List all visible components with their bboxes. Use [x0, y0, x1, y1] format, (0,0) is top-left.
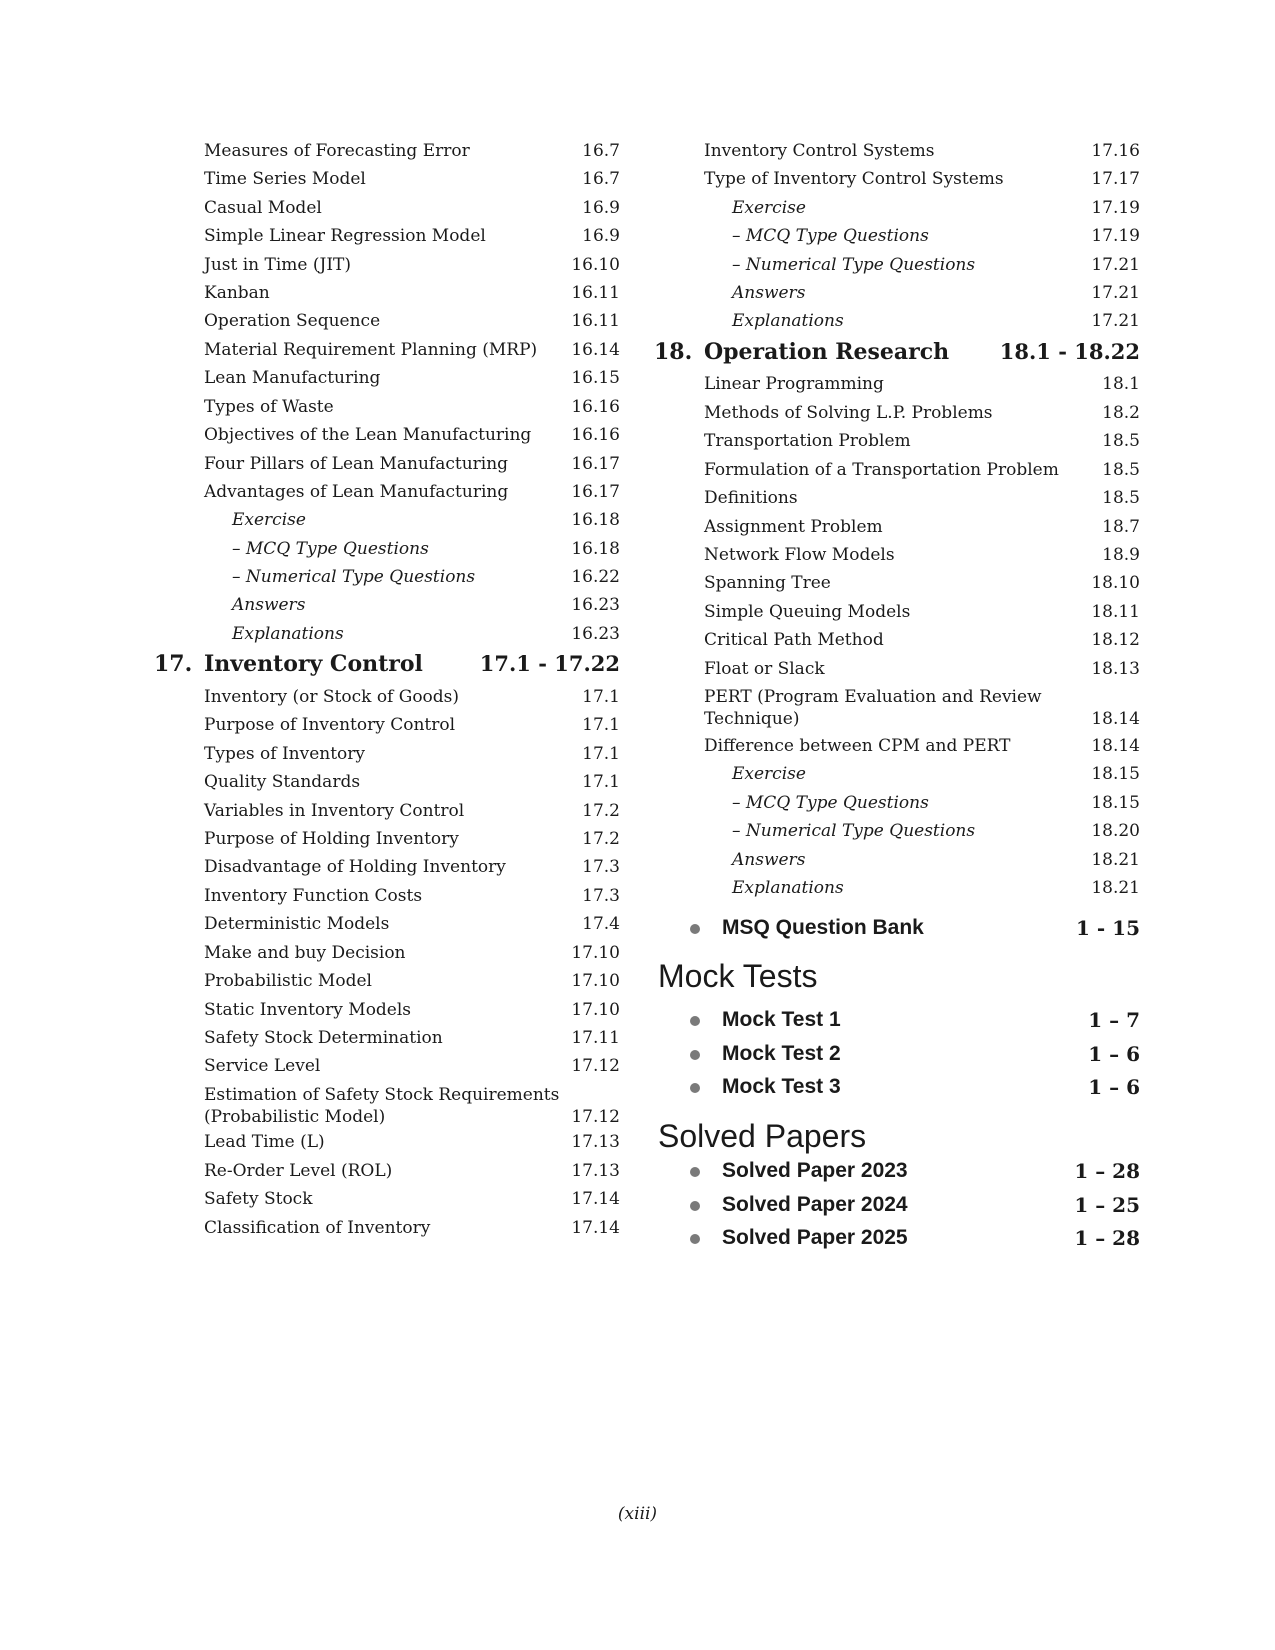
- toc-entry[interactable]: [150, 1128, 620, 1156]
- entry-page: 16.17: [571, 482, 620, 502]
- bullet-dot-icon: [690, 1050, 700, 1060]
- entry-page: 17.1: [582, 715, 620, 735]
- entry-page: 18.5: [1102, 431, 1140, 451]
- chapter-entry[interactable]: [150, 648, 620, 680]
- bullet-entry[interactable]: [650, 1221, 1140, 1255]
- toc-entry[interactable]: [650, 222, 1140, 250]
- entry-title: Float or Slack: [704, 659, 825, 679]
- entry-page: 16.11: [571, 283, 620, 303]
- chapter-number: 18.: [654, 339, 693, 365]
- entry-page: 16.18: [571, 510, 620, 530]
- toc-entry[interactable]: [150, 1052, 620, 1080]
- entry-page: 16.7: [582, 169, 620, 189]
- entry-title: Purpose of Inventory Control: [204, 715, 456, 735]
- entry-page: 17.12: [571, 1056, 620, 1076]
- toc-entry[interactable]: [650, 655, 1140, 683]
- entry-page: 16.23: [571, 595, 620, 615]
- entry-title: – Numerical Type Questions: [232, 567, 476, 587]
- entry-title: Formulation of a Transportation Problem: [704, 460, 1059, 480]
- toc-entry[interactable]: [150, 535, 620, 563]
- entry-title: Answers: [732, 850, 806, 870]
- toc-entry[interactable]: [150, 251, 620, 279]
- toc-entry[interactable]: [150, 563, 620, 591]
- toc-entry[interactable]: [650, 789, 1140, 817]
- entry-title: – Numerical Type Questions: [732, 255, 976, 275]
- entry-page: 16.22: [571, 567, 620, 587]
- bullet-dot-icon: [690, 1016, 700, 1026]
- entry-title: Exercise: [732, 198, 806, 218]
- toc-entry[interactable]: [150, 336, 620, 364]
- toc-entry[interactable]: [150, 1024, 620, 1052]
- entry-page: 17.10: [571, 971, 620, 991]
- bullet-dot-icon: [690, 1201, 700, 1211]
- bullet-dot-icon: [690, 1083, 700, 1093]
- entry-page: 17.11: [571, 1028, 620, 1048]
- entry-title: Make and buy Decision: [204, 943, 406, 963]
- entry-title: Simple Linear Regression Model: [204, 226, 486, 246]
- page-number: (xiii): [617, 1504, 658, 1524]
- toc-entry[interactable]: [150, 910, 620, 938]
- toc-entry[interactable]: [150, 279, 620, 307]
- entry-page: 18.9: [1102, 545, 1140, 565]
- entry-page: 16.16: [571, 425, 620, 445]
- entry-page: 18.7: [1102, 517, 1140, 537]
- toc-entry[interactable]: [150, 393, 620, 421]
- toc-entry[interactable]: [650, 370, 1140, 398]
- entry-title: Static Inventory Models: [204, 1000, 412, 1020]
- entry-page: 17.14: [571, 1189, 620, 1209]
- entry-title: Solved Paper 2024: [722, 1193, 908, 1216]
- entry-title: Kanban: [204, 283, 270, 303]
- toc-entry[interactable]: [650, 137, 1140, 165]
- bullet-entry[interactable]: [650, 911, 1140, 945]
- toc-entry[interactable]: [650, 569, 1140, 597]
- entry-page: 16.18: [571, 539, 620, 559]
- entry-title: Type of Inventory Control Systems: [704, 169, 1004, 189]
- entry-title: Explanations: [732, 311, 844, 331]
- toc-entry[interactable]: [150, 853, 620, 881]
- entry-page: 18.5: [1102, 460, 1140, 480]
- entry-title: Transportation Problem: [704, 431, 911, 451]
- entry-page: 17.4: [582, 914, 620, 934]
- entry-page: 16.9: [582, 198, 620, 218]
- entry-page: 18.12: [1091, 630, 1140, 650]
- entry-page: 1 – 7: [1088, 1008, 1140, 1032]
- entry-page: 17.2: [582, 829, 620, 849]
- entry-page: 18.21: [1091, 850, 1140, 870]
- toc-entry[interactable]: [650, 484, 1140, 512]
- entry-page: 16.14: [571, 340, 620, 360]
- bullet-dot-icon: [690, 1234, 700, 1244]
- bullet-dot-icon: [690, 924, 700, 934]
- entry-page: 17.16: [1091, 141, 1140, 161]
- entry-title: Exercise: [732, 764, 806, 784]
- toc-entry[interactable]: [150, 506, 620, 534]
- toc-entry[interactable]: [150, 1185, 620, 1213]
- toc-entry[interactable]: [650, 626, 1140, 654]
- entry-page: 17.3: [582, 857, 620, 877]
- entry-title: Simple Queuing Models: [704, 602, 911, 622]
- entry-page: 16.7: [582, 141, 620, 161]
- toc-entry[interactable]: [150, 683, 620, 711]
- toc-entry[interactable]: [150, 478, 620, 506]
- entry-title: Mock Test 3: [722, 1075, 841, 1098]
- entry-title: Deterministic Models: [204, 914, 390, 934]
- entry-title: Disadvantage of Holding Inventory: [204, 857, 506, 877]
- entry-page: 17.1: [582, 744, 620, 764]
- entry-page: 18.2: [1102, 403, 1140, 423]
- entry-title: Time Series Model: [204, 169, 366, 189]
- toc-entry[interactable]: [150, 882, 620, 910]
- entry-page: 18.14: [1091, 709, 1140, 729]
- entry-page: 1 - 15: [1076, 916, 1140, 940]
- toc-entry[interactable]: [150, 711, 620, 739]
- entry-page: 17.1: [582, 772, 620, 792]
- bullet-entry[interactable]: [650, 1037, 1140, 1071]
- entry-title: Measures of Forecasting Error: [204, 141, 470, 161]
- toc-entry[interactable]: [650, 598, 1140, 626]
- entry-page: 17.10: [571, 1000, 620, 1020]
- toc-entry[interactable]: [150, 939, 620, 967]
- bullet-entry[interactable]: [650, 1070, 1140, 1104]
- entry-page: 17.3: [582, 886, 620, 906]
- chapter-entry[interactable]: [650, 336, 1140, 368]
- entry-page: 18.5: [1102, 488, 1140, 508]
- entry-title: Network Flow Models: [704, 545, 895, 565]
- entry-title: Four Pillars of Lean Manufacturing: [204, 454, 509, 474]
- entry-title: Explanations: [732, 878, 844, 898]
- entry-title: – Numerical Type Questions: [732, 821, 976, 841]
- toc-entry[interactable]: [150, 1157, 620, 1185]
- entry-title: Mock Test 2: [722, 1042, 841, 1065]
- entry-title: Types of Waste: [204, 397, 334, 417]
- entry-page: 16.16: [571, 397, 620, 417]
- entry-title: MSQ Question Bank: [722, 916, 924, 939]
- entry-title: Explanations: [232, 624, 344, 644]
- entry-page: 17.10: [571, 943, 620, 963]
- toc-entry[interactable]: [650, 684, 1140, 732]
- toc-entry[interactable]: [150, 222, 620, 250]
- entry-page: 18.15: [1091, 793, 1140, 813]
- entry-title: Inventory Function Costs: [204, 886, 423, 906]
- toc-entry[interactable]: [650, 456, 1140, 484]
- toc-entry[interactable]: [650, 846, 1140, 874]
- toc-entry[interactable]: [650, 541, 1140, 569]
- entry-title: Variables in Inventory Control: [204, 801, 465, 821]
- entry-page: 18.11: [1091, 602, 1140, 622]
- entry-title: Re-Order Level (ROL): [204, 1161, 393, 1181]
- toc-entry[interactable]: [150, 194, 620, 222]
- entry-title: Just in Time (JIT): [204, 255, 352, 275]
- entry-title: – MCQ Type Questions: [732, 793, 929, 813]
- entry-title: – MCQ Type Questions: [732, 226, 929, 246]
- bullet-entry[interactable]: [650, 1188, 1140, 1222]
- entry-page: 18.13: [1091, 659, 1140, 679]
- toc-entry[interactable]: [650, 732, 1140, 760]
- entry-page: 18.14: [1091, 736, 1140, 756]
- chapter-number: 17.: [154, 651, 193, 677]
- bullet-entry[interactable]: [650, 1154, 1140, 1188]
- entry-title: Critical Path Method: [704, 630, 884, 650]
- entry-page: 17.21: [1091, 311, 1140, 331]
- entry-page: 17.19: [1091, 198, 1140, 218]
- toc-entry[interactable]: [150, 996, 620, 1024]
- entry-title: Quality Standards: [204, 772, 361, 792]
- entry-title: Methods of Solving L.P. Problems: [704, 403, 993, 423]
- entry-page: 18.1: [1102, 374, 1140, 394]
- entry-page: 16.23: [571, 624, 620, 644]
- entry-title: Lean Manufacturing: [204, 368, 381, 388]
- entry-title: Definitions: [704, 488, 798, 508]
- entry-title: Assignment Problem: [704, 517, 883, 537]
- toc-entry[interactable]: [650, 427, 1140, 455]
- toc-entry[interactable]: [150, 364, 620, 392]
- toc-entry[interactable]: [150, 1082, 620, 1130]
- entry-page: 1 – 28: [1074, 1226, 1140, 1250]
- entry-title: Exercise: [232, 510, 306, 530]
- toc-entry[interactable]: [150, 421, 620, 449]
- toc-entry[interactable]: [650, 399, 1140, 427]
- toc-entry[interactable]: [150, 620, 620, 648]
- entry-title: – MCQ Type Questions: [232, 539, 429, 559]
- toc-entry[interactable]: [650, 165, 1140, 193]
- entry-page: 16.15: [571, 368, 620, 388]
- entry-title: Types of Inventory: [204, 744, 366, 764]
- toc-entry[interactable]: [150, 591, 620, 619]
- toc-entry[interactable]: [150, 137, 620, 165]
- bullet-entry[interactable]: [650, 1003, 1140, 1037]
- entry-page: 1 – 6: [1088, 1042, 1140, 1066]
- bullet-dot-icon: [690, 1167, 700, 1177]
- entry-title: Solved Paper 2023: [722, 1159, 908, 1182]
- entry-page: 16.9: [582, 226, 620, 246]
- toc-entry[interactable]: [650, 307, 1140, 335]
- entry-page: 17.1 - 17.22: [479, 651, 620, 676]
- entry-page: 18.20: [1091, 821, 1140, 841]
- entry-page: 18.10: [1091, 573, 1140, 593]
- toc-entry[interactable]: [150, 797, 620, 825]
- entry-title: PERT (Program Evaluation and Review Technique): [704, 687, 1042, 729]
- entry-title: Safety Stock Determination: [204, 1028, 443, 1048]
- entry-title: Operation Sequence: [204, 311, 381, 331]
- entry-title: Safety Stock: [204, 1189, 313, 1209]
- entry-title: Mock Test 1: [722, 1008, 841, 1031]
- section-heading: Mock Tests: [658, 958, 818, 994]
- toc-entry[interactable]: [150, 307, 620, 335]
- toc-entry[interactable]: [150, 165, 620, 193]
- toc-entry[interactable]: [650, 513, 1140, 541]
- entry-title: Inventory (or Stock of Goods): [204, 687, 460, 707]
- entry-page: 17.14: [571, 1218, 620, 1238]
- entry-title: Casual Model: [204, 198, 322, 218]
- entry-title: Linear Programming: [704, 374, 884, 394]
- entry-title: Difference between CPM and PERT: [704, 736, 1011, 756]
- entry-page: 18.1 - 18.22: [999, 339, 1140, 364]
- toc-entry[interactable]: [150, 1214, 620, 1242]
- entry-title: Inventory Control: [204, 651, 423, 677]
- toc-entry[interactable]: [650, 251, 1140, 279]
- toc-entry[interactable]: [650, 760, 1140, 788]
- toc-entry[interactable]: [150, 450, 620, 478]
- entry-page: 17.12: [571, 1107, 620, 1127]
- entry-page: 16.11: [571, 311, 620, 331]
- entry-title: Answers: [732, 283, 806, 303]
- entry-page: 16.17: [571, 454, 620, 474]
- entry-title: Objectives of the Lean Manufacturing: [204, 425, 532, 445]
- entry-title: Material Requirement Planning (MRP): [204, 340, 538, 360]
- entry-page: 1 – 25: [1074, 1193, 1140, 1217]
- entry-page: 17.13: [571, 1132, 620, 1152]
- entry-page: 1 – 28: [1074, 1159, 1140, 1183]
- toc-entry[interactable]: [150, 768, 620, 796]
- entry-title: Solved Paper 2025: [722, 1226, 908, 1249]
- entry-title: Estimation of Safety Stock Requirements (Probabilistic Model): [204, 1085, 560, 1127]
- entry-page: 17.19: [1091, 226, 1140, 246]
- entry-title: Lead Time (L): [204, 1132, 325, 1152]
- entry-page: 17.21: [1091, 283, 1140, 303]
- entry-title: Answers: [232, 595, 306, 615]
- entry-page: 17.1: [582, 687, 620, 707]
- toc-entry[interactable]: [650, 874, 1140, 902]
- entry-title: Probabilistic Model: [204, 971, 372, 991]
- entry-title: Advantages of Lean Manufacturing: [204, 482, 509, 502]
- entry-title: Spanning Tree: [704, 573, 831, 593]
- entry-page: 17.17: [1091, 169, 1140, 189]
- entry-title: Operation Research: [704, 339, 950, 365]
- entry-page: 17.13: [571, 1161, 620, 1181]
- entry-page: 17.21: [1091, 255, 1140, 275]
- toc-entry[interactable]: [150, 967, 620, 995]
- entry-title: Service Level: [204, 1056, 321, 1076]
- entry-page: 1 – 6: [1088, 1075, 1140, 1099]
- toc-entry[interactable]: [150, 740, 620, 768]
- toc-entry[interactable]: [650, 817, 1140, 845]
- toc-entry[interactable]: [650, 194, 1140, 222]
- entry-title: Inventory Control Systems: [704, 141, 935, 161]
- entry-page: 17.2: [582, 801, 620, 821]
- entry-page: 16.10: [571, 255, 620, 275]
- entry-page: 18.15: [1091, 764, 1140, 784]
- entry-title: Purpose of Holding Inventory: [204, 829, 459, 849]
- section-heading: Solved Papers: [658, 1118, 867, 1154]
- entry-title: Classification of Inventory: [204, 1218, 431, 1238]
- toc-entry[interactable]: [150, 825, 620, 853]
- toc-entry[interactable]: [650, 279, 1140, 307]
- entry-page: 18.21: [1091, 878, 1140, 898]
